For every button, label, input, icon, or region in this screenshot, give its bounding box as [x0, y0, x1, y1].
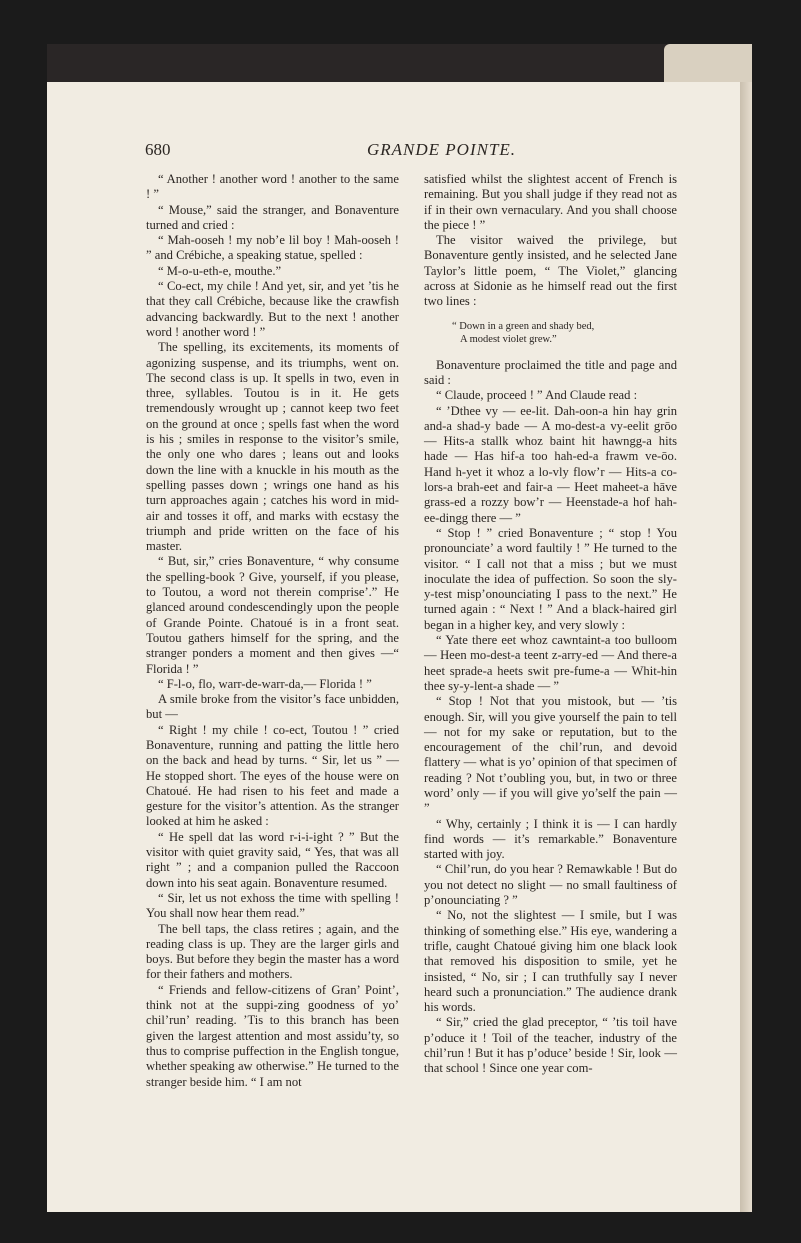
- paragraph: “ Right ! my chile ! co-ect, Toutou ! ” cried Bonaventure, running and patting the little hero on the back and head by turns. “ Sir, let us ” — He stopped short. The eyes of the house were on Chatoué. He had risen to his feet and made a gesture for the visitor’s attention. As the stranger looked at him he asked :: [146, 722, 399, 829]
- paragraph: “ But, sir,” cries Bonaventure, “ why consume the spelling-book ? Give, yourself, if you please, to Toutou, a word not therein comprise’.” He glanced around condescendingly upon the people of Grande Pointe. Chatoué is in a front seat. Toutou gathers himself for the spring, and the stranger ponders a moment and then gives —“ Florida ! ”: [146, 554, 399, 676]
- paragraph: The spelling, its excitements, its moments of agonizing suspense, and its triumphs, went on. The second class is up. It spells in two, even in three, syllables. Toutou is in it. He gets tremendously wrought up ; cannot keep two feet on the ground at once ; spells fast when the word is his ; smiles in response to the visitor’s smile, the only one who dares ; leans out and looks down the line with a knuckle in his mouth as the spelling passes down ; wrings one hand as his turn approaches again ; catches his word in mid-air and tosses it off, and marks with ecstasy the triumph and pride written on the face of his master.: [146, 340, 399, 554]
- paragraph: “ He spell dat las word r-i-i-ight ? ” But the visitor with quiet gravity said, “ Yes, that was all right ” ; and a companion pulled the Raccoon down into his seat again. Bonaventure resumed.: [146, 829, 399, 890]
- paragraph: “ Yate there eet whoz cawntaint-a too bulloom — Heen mo-dest-a teent z-arry-ed — And there-a heet sprade-a heets swit pre-fume-a — Whit-hin thee sy-y-lent-a shade — ”: [424, 633, 677, 693]
- right-column: [424, 172, 677, 1077]
- paragraph: “ Mouse,” said the stranger, and Bonaventure turned and cried :: [146, 202, 399, 232]
- paragraph: “ Co-ect, my chile ! And yet, sir, and yet ’tis he that they call Crébiche, because like the crawfish advancing backwardly. But to the next ! another word ! another word ! ”: [146, 279, 399, 339]
- paragraph: “ Stop ! ” cried Bonaventure ; “ stop ! You pronounciate’ a word faultily ! ” He turned to the visitor. “ I call not that a miss ; but we must inoculate the idea of puffection. So soon the sly-y-test misp’onounciating I pass to the next.” He turned again : “ Next ! ” And a black-haired girl began in a higher key, and very slowly :: [424, 525, 677, 632]
- paragraph: “ M-o-u-eth-e, mouthe.”: [158, 263, 282, 278]
- paragraph: Bonaventure proclaimed the title and page and said :: [424, 357, 677, 387]
- running-title: GRANDE POINTE.: [367, 140, 517, 159]
- paper-tab: [664, 44, 752, 82]
- page-header: [145, 140, 665, 164]
- paragraph: “ Another ! another word ! another to the same ! ”: [146, 172, 399, 202]
- page-edge: [740, 82, 752, 1212]
- paragraph: “ Friends and fellow-citizens of Gran’ Point’, think not at the suppi-zing goodness of yo’ chil’run’ reading. ’Tis to this branch has been given the largest attention and most assidu’ty, so thus to comprise puffection in the English tongue, whether speaking aw otherwise.” He turned to the stranger beside him. “ I am not: [146, 982, 399, 1089]
- paragraph: “ No, not the slightest — I smile, but I was thinking of something else.” His eye, wandering a trifle, caught Chatoué giving him one black look that removed his disposition to smile, yet he insisted, “ No, sir ; I can truthfully say I never heard such a pronunciation.” The audience drank his words.: [424, 908, 677, 1015]
- poem-line: “ Down in a green and shady bed,: [452, 320, 595, 332]
- poem-quote: [452, 320, 677, 346]
- paragraph: The visitor waived the privilege, but Bonaventure gently insisted, and he selected Jane Taylor’s little poem, “ The Violet,” glancing across at Sidonie as he himself read out the first two lines :: [424, 233, 677, 309]
- scan-border-top: [47, 44, 752, 82]
- poem-line: A modest violet grew.”: [460, 333, 557, 345]
- paragraph: satisfied whilst the slightest accent of French is remaining. But you shall judge if they read not as if in their own vernaculary. And you shall choose the piece ! ”: [424, 172, 677, 232]
- paragraph: A smile broke from the visitor’s face unbidden, but —: [146, 692, 399, 722]
- paragraph: The bell taps, the class retires ; again, and the reading class is up. They are the larger girls and boys. But before they begin the master has a word for their fathers and mothers.: [146, 921, 399, 982]
- paragraph: “ ’Dthee vy — ee-lit. Dah-oon-a hin hay grin and-a shad-y bade — A mo-dest-a vy-eelit grōo — Hits-a stallk whoz baint hit hawngg-a hits hade — Has hif-a too hah-ed-a frawm ve-ōo. Hand h-yet it whoz a lo-vly flow’r — Hits-a co-lors-a brah-eet and fair-a — Heet maheet-a hāve grass-ed a rozzy bow’r — Heenstade-a hof hah-ee-dingg there — ”: [424, 403, 677, 525]
- paragraph: “ Claude, proceed ! ” And Claude read :: [436, 388, 638, 403]
- paragraph: “ F-l-o, flo, warr-de-warr-da,— Florida ! ”: [158, 676, 372, 691]
- paragraph: “ Stop ! Not that you mistook, but — ’tis enough. Sir, will you give yourself the pain to tell — not for my sake or reputation, but to the encouragement of the chil’run, and devoid flattery — what is yo’ opinion of that specimen of reading ? Not t’oubling you, but, in two or three word’ only — if you will give yo’self the pain — ”: [424, 694, 677, 816]
- paragraph: “ Sir,” cried the glad preceptor, “ ’tis toil have p’oduce it ! Toil of the teacher, industry of the chil’run ! But it has p’oduce’ beside ! Sir, look — that school ! Since one year com-: [424, 1015, 677, 1076]
- left-column: [146, 172, 399, 1090]
- paragraph: “ Chil’run, do you hear ? Remawkable ! But do you not detect no slight — no small faultiness of p’onounciating ? ”: [424, 862, 677, 908]
- paragraph: “ Why, certainly ; I think it is — I can hardly find words — it’s remarkable.” Bonaventure started with joy.: [424, 816, 677, 862]
- paragraph: “ Sir, let us not exhoss the time with spelling ! You shall now hear them read.”: [146, 890, 399, 921]
- page-number: 680: [145, 140, 171, 159]
- paragraph: “ Mah-ooseh ! my nob’e lil boy ! Mah-ooseh ! ” and Crébiche, a speaking statue, spelled :: [146, 233, 399, 263]
